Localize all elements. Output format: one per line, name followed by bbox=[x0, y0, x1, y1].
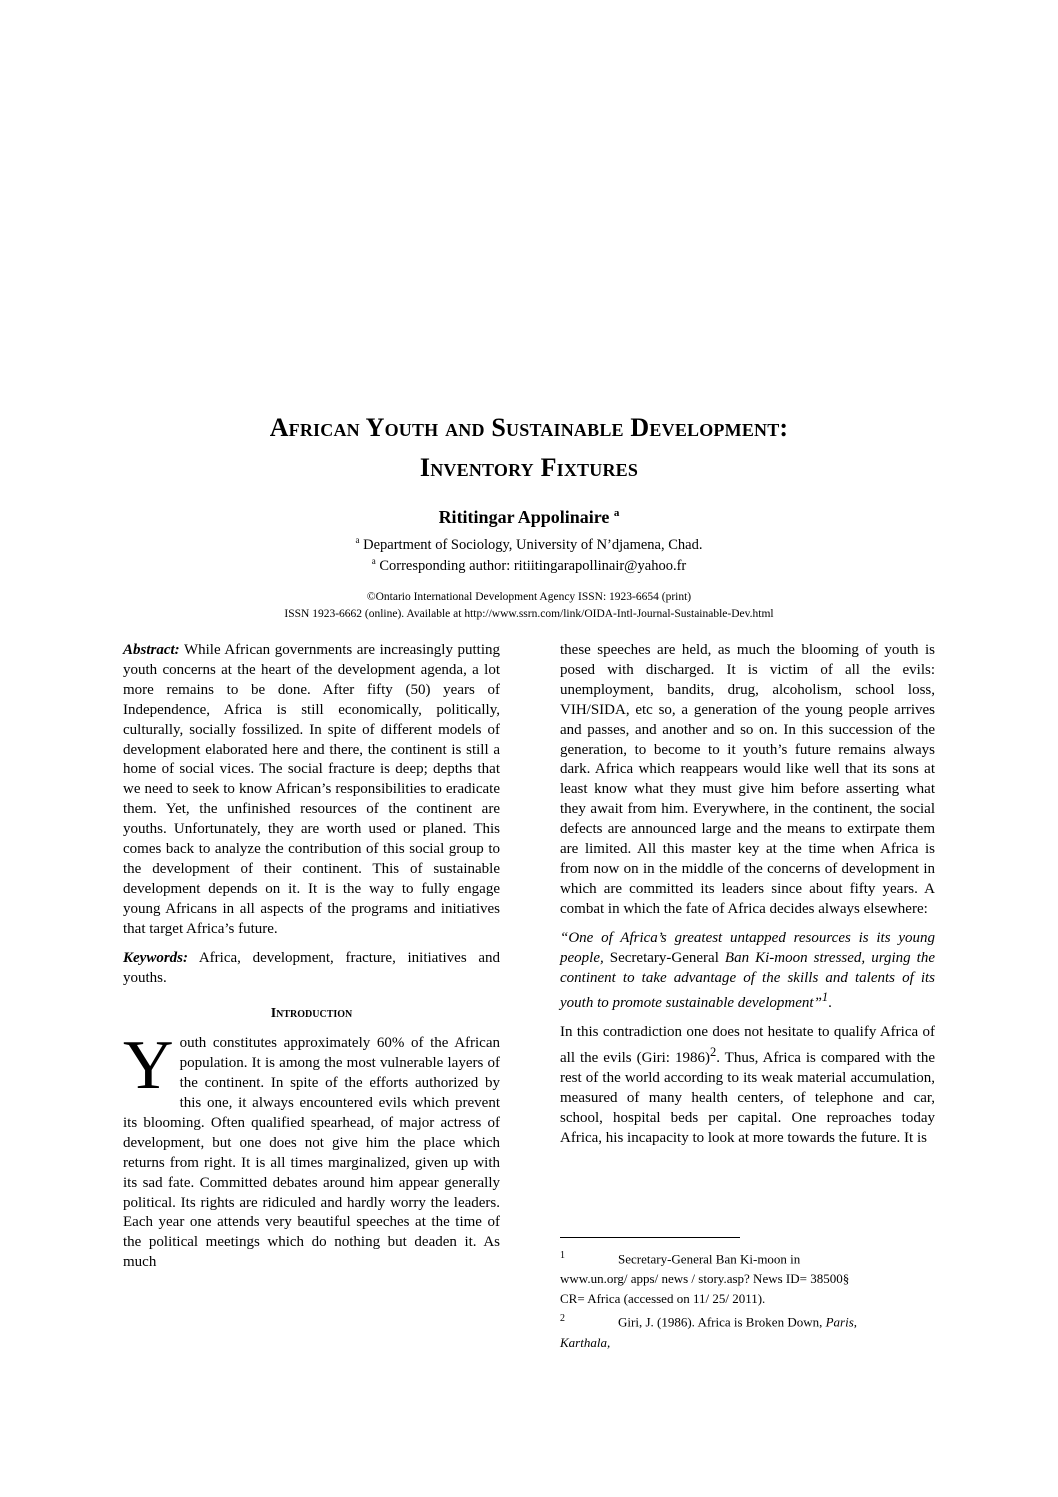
quote-roman: Secretary-General bbox=[609, 949, 719, 966]
footnote-1-number: 1 bbox=[560, 1250, 565, 1261]
keywords bbox=[123, 949, 500, 989]
corresponding-sup: a bbox=[371, 556, 376, 566]
affiliation-text: Department of Sociology, University of N’djamena, Chad. bbox=[363, 536, 703, 553]
footnote-2-publisher: Karthala, bbox=[560, 1334, 611, 1350]
footnote-ref-1[interactable]: 1 bbox=[821, 990, 829, 1005]
title-line-1: African Youth and Sustainable Development: bbox=[269, 413, 789, 442]
footnote-2-number: 2 bbox=[560, 1313, 565, 1325]
abstract bbox=[123, 641, 500, 940]
left-column bbox=[123, 641, 500, 1273]
author bbox=[0, 507, 1058, 528]
paper-title bbox=[120, 408, 938, 488]
footnote-1 bbox=[560, 1246, 935, 1269]
footnotes bbox=[560, 1237, 935, 1353]
footnote-rule bbox=[560, 1237, 740, 1238]
author-sup: a bbox=[613, 507, 620, 519]
right-paragraph-2-a: In this contradiction one does not hesitate to qualify Africa of all the evils (Giri: 1986) bbox=[560, 1024, 935, 1067]
corresponding-author bbox=[0, 552, 1058, 576]
quote-end: . bbox=[828, 995, 832, 1012]
quote-part-2: stressed, urging the continent to take advantage of the skills and talents of its youth to promote sustainable development” bbox=[560, 949, 935, 1012]
quote bbox=[560, 929, 935, 1015]
quote-name: Ban Ki-moon bbox=[724, 949, 808, 966]
right-column bbox=[560, 641, 935, 1149]
right-paragraph-1: these speeches are held, as much the blooming of youth is posed with discharged. It is victim of all the evils: unemployment, bandits, drug, alcoholism, school loss, VIH/SIDA, etc so, a generation of the young people arrives and passes, and another and so on. In this succession of the generation, to become to it youth’s future remains always dark. Africa which reappears would like well that its sons at least know what they must give him before asserting what they await from him. Everywhere, in the continent, the social defects are announced large and the means to extirpate them are limited. All this master key at the time when Africa is from now on in the middle of the concerns of development in which are committed its leaders since about fifty years. A combat in which the fate of Africa decides always elsewhere: bbox=[560, 642, 935, 917]
introduction-heading: Introduction bbox=[270, 1006, 353, 1022]
introduction-paragraph bbox=[123, 1027, 500, 1273]
right-paragraph-2-b: . Thus, Africa is compared with the rest of the world according to its weak material accumulation, measured of many health centers, of telephone and car, school, hospital beds per capital. One reproaches today Africa, his incapacity to look at more towards the future. It is bbox=[560, 1050, 936, 1146]
footnote-1-url[interactable]: www.un.org/ apps/ news / story.asp? News ID= 38500§ bbox=[560, 1271, 850, 1287]
footnote-2-place: Paris, bbox=[825, 1314, 858, 1330]
affiliation-sup: a bbox=[355, 535, 360, 545]
publication-line-2: ISSN 1923-6662 (online). Available at http://www.ssrn.com/link/OIDA-Intl-Journal-Sustainable-Dev.html bbox=[284, 608, 774, 620]
introduction-text: outh constitutes approximately 60% of the African population. It is among the most vulnerable layers of the continent. In spite of the efforts authorized by this one, it always encountered evils which prevent its blooming. Often qualified spearhead, of major actress of development, but one does not give him the place which returns from right. It is all times marginalized, given up with its sad fate. Committed debates around him appear generally political. Its rights are ridiculed and hardly worry the leaders. Each year one attends very beautiful speeches at the time of the political meetings which do nothing but deaden it. As much bbox=[123, 1035, 500, 1271]
corresponding-text: Corresponding author: ritiitingarapollinair@yahoo.fr bbox=[379, 557, 687, 574]
footnote-1-access: CR= Africa (accessed on 11/ 25/ 2011). bbox=[560, 1291, 766, 1307]
right-paragraph-2 bbox=[560, 1023, 935, 1148]
abstract-label: Abstract: bbox=[123, 642, 180, 658]
abstract-text: While African governments are increasingly putting youth concerns at the heart of the development agenda, a lot more remains to be done. After fifty (50) years of Independence, Africa is still economically, politically, culturally, socially fossilized. In spite of different models of development elaborated here and there, the continent is still a home of social vices. The social fracture is deep; depths that we need to seek to know African’s responsibilities to eradicate them. Yet, the unfinished resources of the continent are youths. Unfortunately, they are worth used or planed. This comes back to analyze the contribution of this social group to the development of their continent. This of sustainable development depends on it. It is the way to fully engage young Africans in all aspects of the programs and initiatives that target Africa’s future. bbox=[123, 642, 501, 937]
title-line-2: Inventory Fixtures bbox=[419, 453, 639, 482]
keywords-text: Africa, development, fracture, initiatives and youths. bbox=[123, 949, 500, 986]
footnote-1-line-1: Secretary-General Ban Ki-moon in bbox=[618, 1251, 801, 1267]
footnote-2 bbox=[560, 1309, 935, 1332]
author-name: Rititingar Appolinaire bbox=[438, 507, 610, 527]
footnote-ref-2[interactable]: 2 bbox=[709, 1045, 717, 1060]
publication-line-1: ©Ontario International Development Agency ISSN: 1923-6654 (print) bbox=[366, 591, 692, 603]
drop-cap: Y bbox=[123, 1027, 174, 1105]
footnote-2-text: Giri, J. (1986). Africa is Broken Down, bbox=[618, 1314, 823, 1330]
quote-part-1: “One of Africa’s greatest untapped resources is its young people, bbox=[560, 929, 935, 966]
keywords-label: Keywords: bbox=[123, 949, 188, 966]
